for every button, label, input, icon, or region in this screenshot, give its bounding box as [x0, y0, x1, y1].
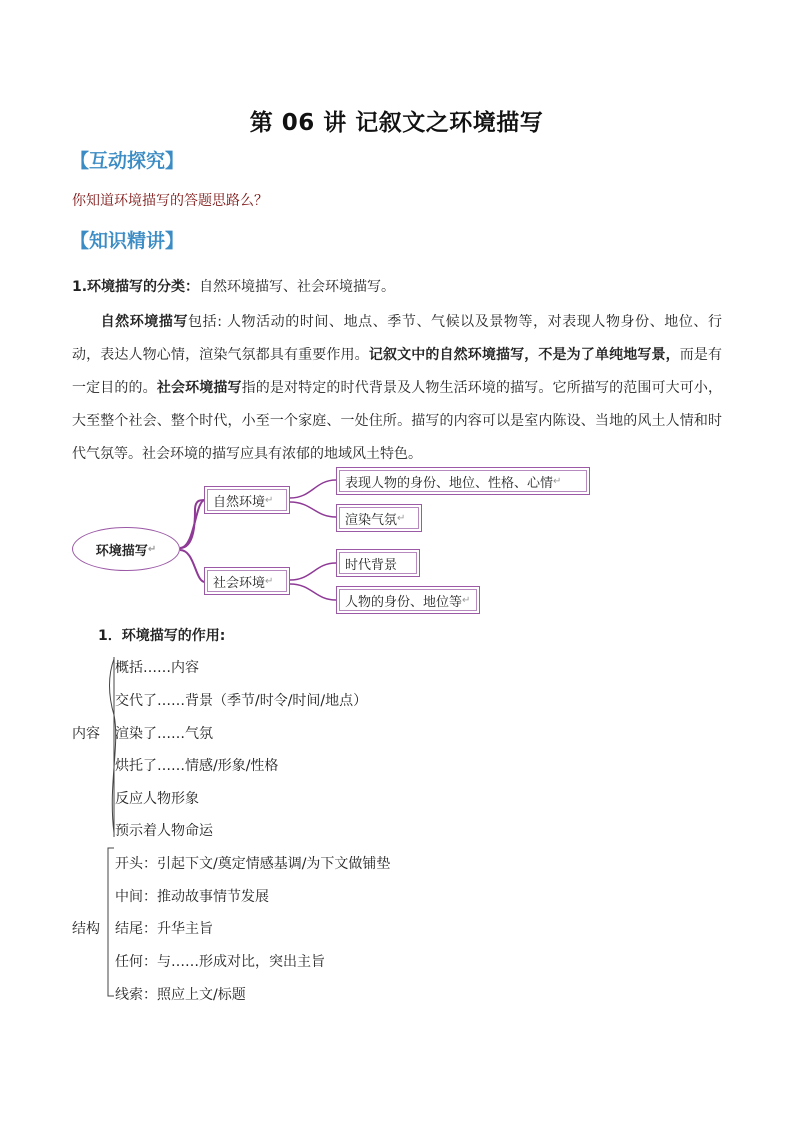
content-bracket: [100, 655, 130, 840]
social-term: 社会环境描写: [156, 380, 242, 396]
classification-text: 自然环境描写、社会环境描写。: [199, 279, 396, 295]
natural-term: 自然环境描写: [100, 314, 189, 330]
structure-item: 中间：推动故事情节发展: [115, 889, 269, 905]
content-item: 交代了……背景（季节/时令/时间/地点）: [115, 693, 368, 709]
mindmap-leaf-identity: 人物的身份、地位等 ↵: [336, 586, 480, 614]
structure-item: 线索：照应上文/标题: [115, 987, 246, 1003]
mindmap-leaf-character: 表现人物的身份、地位、性格、心情 ↵: [336, 467, 590, 495]
natural-emphasis: 记叙文中的自然环境描写，不是为了单纯地写景，: [368, 347, 680, 363]
body-paragraph: [72, 306, 722, 471]
content-item: 预示着人物命运: [115, 823, 213, 839]
mindmap-leaf-era: 时代背景: [336, 549, 420, 577]
structure-label: 结构: [72, 921, 100, 937]
question-text: 你知道环境描写的答题思路么？: [72, 193, 268, 209]
mindmap-node-social: 社会环境 ↵: [204, 567, 290, 595]
content-label: 内容: [72, 726, 100, 742]
content-item: 反应人物形象: [115, 791, 199, 807]
section-heading-explore: 【互动探究】: [70, 150, 185, 172]
structure-item: 开头：引起下文/奠定情感基调/为下文做铺垫: [115, 856, 391, 872]
role-heading: 1．环境描写的作用:: [98, 628, 226, 644]
content-item: 渲染了……气氛: [115, 726, 213, 742]
mindmap-node-natural: 自然环境 ↵: [204, 486, 290, 514]
structure-item: 任何：与……形成对比，突出主旨: [115, 954, 325, 970]
natural-purpose: 而是有一定目的的。: [72, 347, 723, 396]
social-desc: 指的是对特定的时代背景及人物生活环境的描写。它所描写的范围可大可小，大至整个社会、整个时代，小至一个家庭、一处住所。描写的内容可以是室内陈设、当地的风土人情和时代气氛等。社会环境的描写应具有浓郁的地域风土特色。: [72, 380, 723, 462]
classification-line: [72, 276, 395, 296]
page-title: 第 06 讲 记叙文之环境描写: [249, 110, 544, 136]
content-item: 概括……内容: [115, 660, 199, 676]
natural-desc: 包括: 人物活动的时间、地点、季节、气候以及景物等，对表现人物身份、地位、行动，表达人物心情，渲染气氛都具有重要作用。: [72, 314, 722, 363]
content-item: 烘托了……情感/形象/性格: [115, 758, 279, 774]
classification-label: 1.环境描写的分类：: [72, 279, 200, 295]
mindmap-leaf-atmosphere: 渲染气氛 ↵: [336, 504, 422, 532]
section-heading-knowledge: 【知识精讲】: [70, 230, 185, 252]
structure-item: 结尾：升华主旨: [115, 921, 213, 937]
mindmap-root: 环境描写 ↵: [72, 527, 180, 571]
